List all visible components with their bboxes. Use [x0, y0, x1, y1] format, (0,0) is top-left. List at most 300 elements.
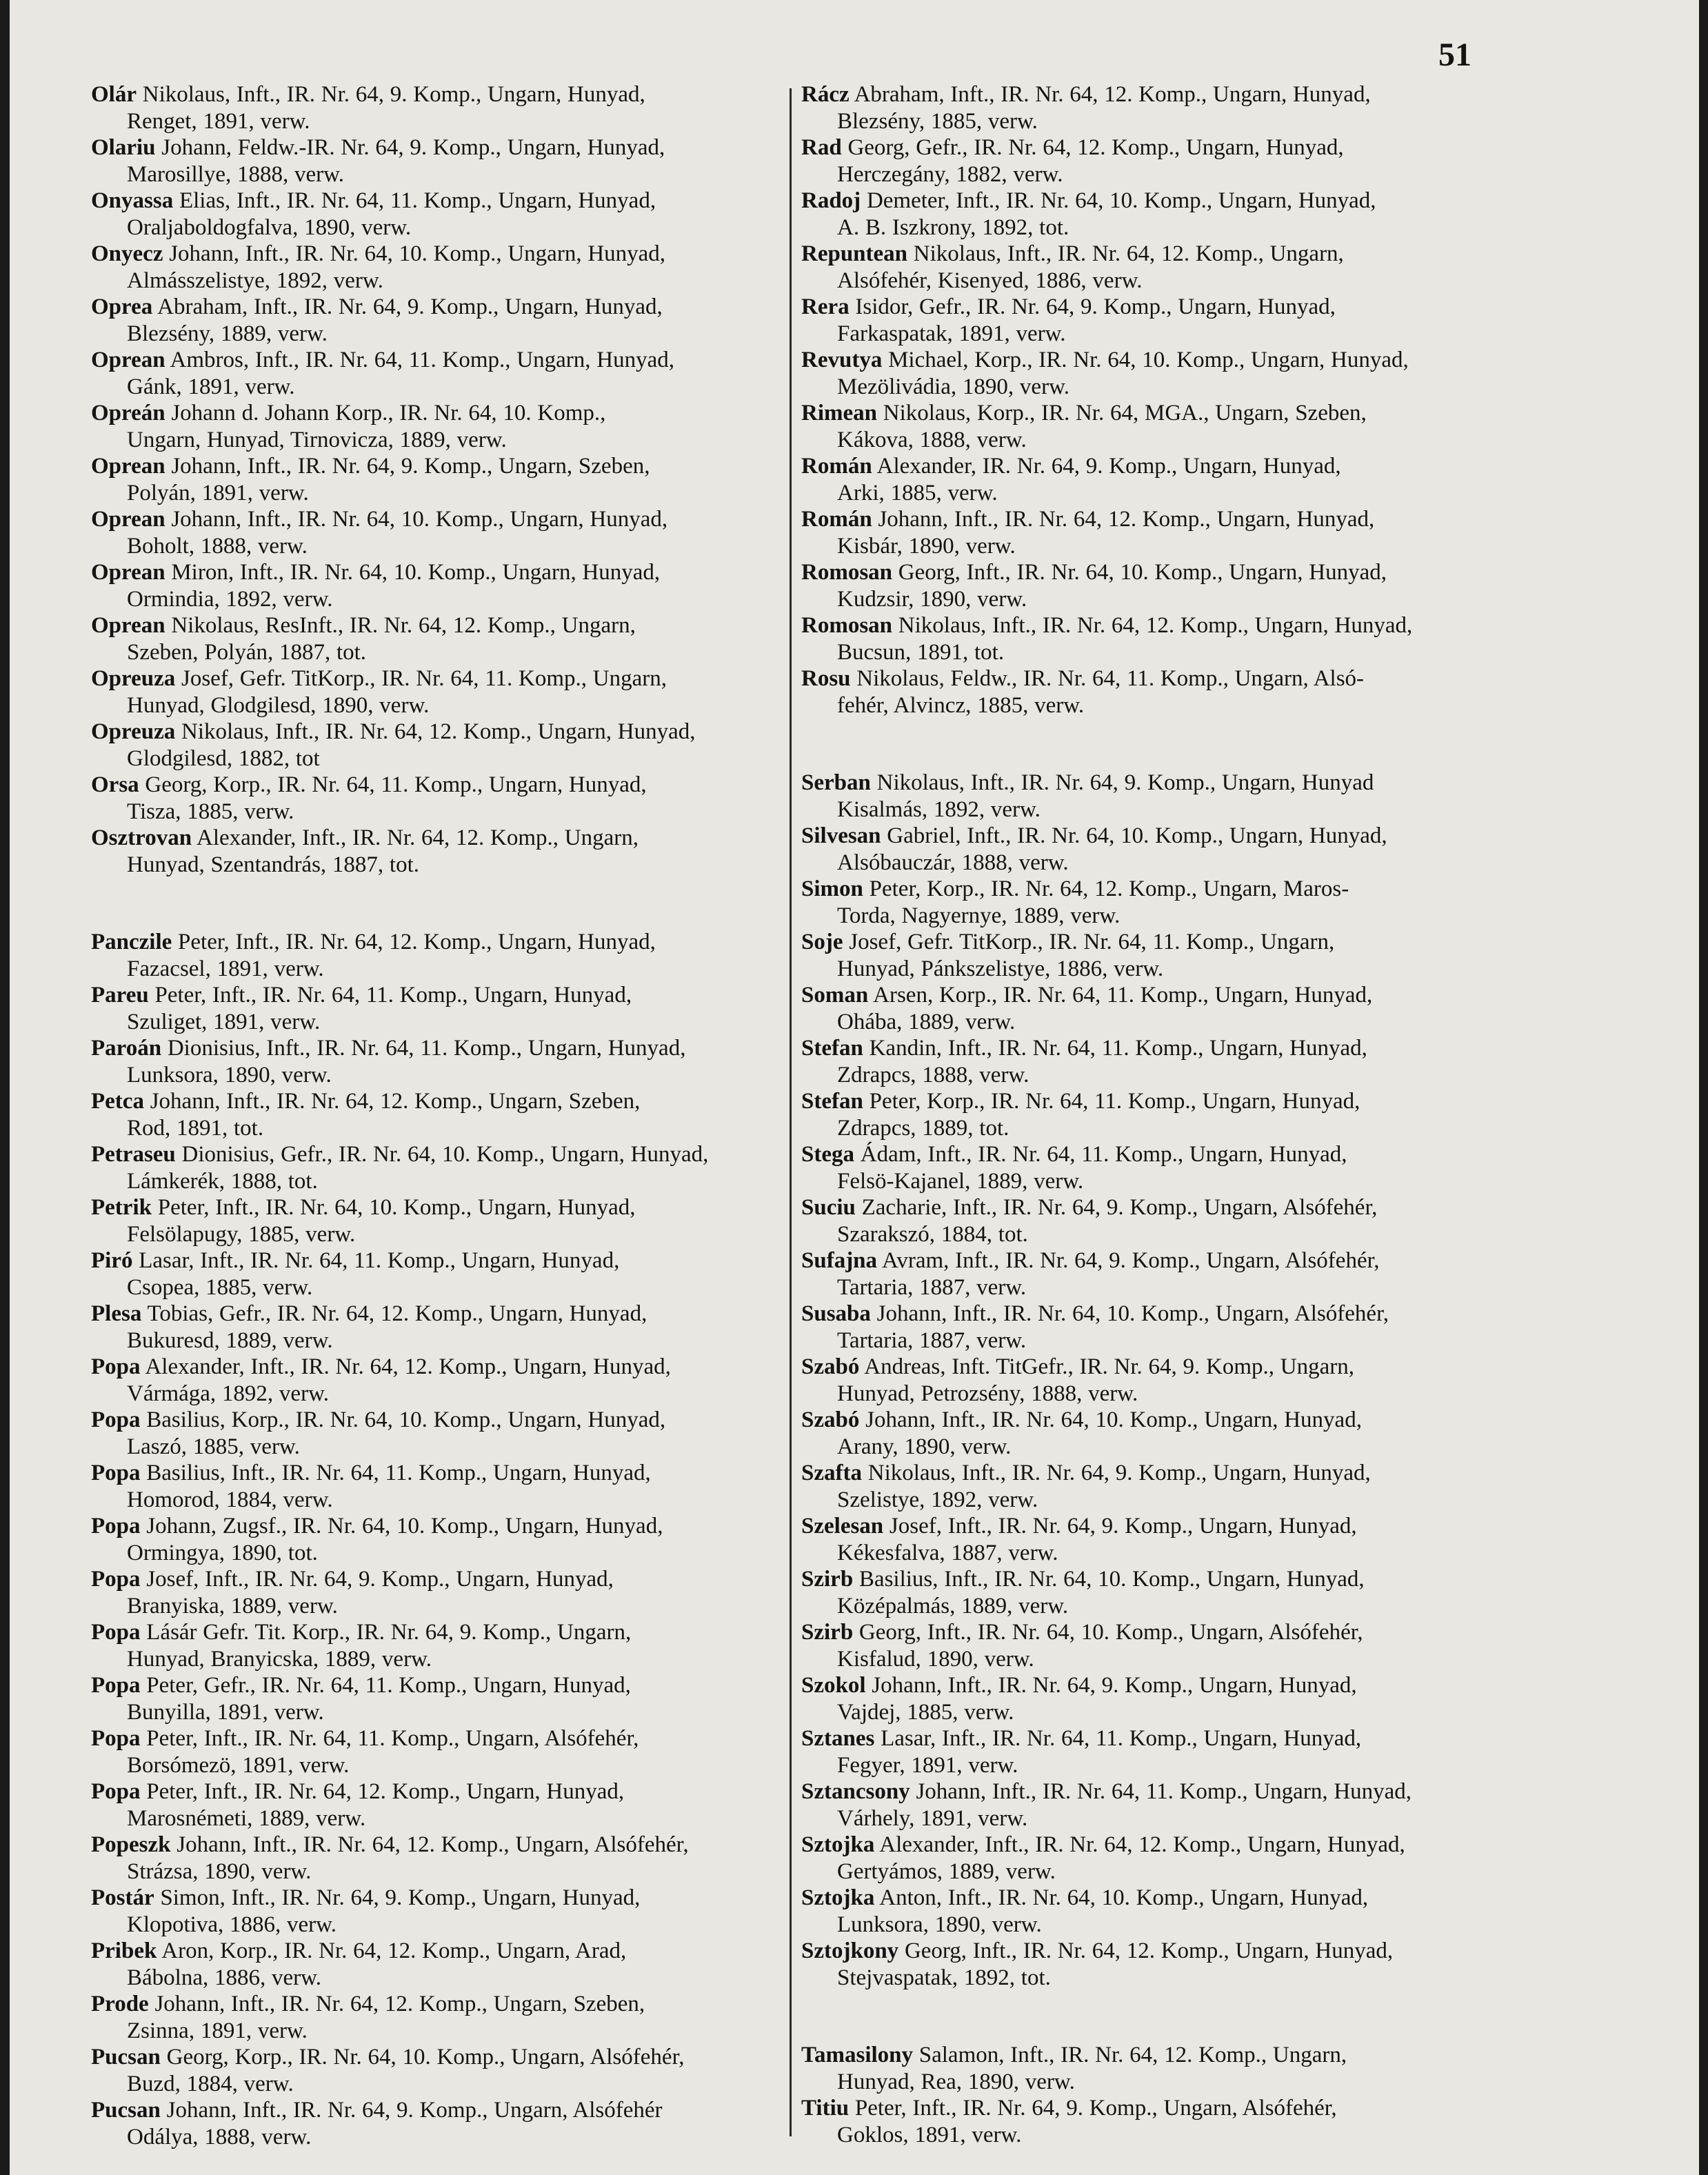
entry-surname: Popa — [91, 1779, 141, 1804]
entry-details: Peter, Inft., IR. Nr. 64, 9. Komp., Ungarn, Alsófehér, — [854, 2096, 1337, 2121]
entry-continuation: Glodgilesd, 1882, tot — [127, 745, 320, 771]
entry-first-line — [801, 823, 1491, 850]
list-item — [801, 1513, 1491, 1566]
entry-first-line — [91, 1672, 781, 1699]
entry-surname: Repuntean — [801, 241, 908, 266]
entry-surname: Prode — [91, 1992, 149, 2016]
entry-continuation: Alsófehér, Kisenyed, 1886, verw. — [837, 268, 1143, 293]
entry-continuation: Kudzsir, 1890, verw. — [837, 586, 1027, 612]
entry-first-line — [801, 2095, 1491, 2122]
entry-first-line — [801, 188, 1491, 214]
entry-details: Basilius, Inft., IR. Nr. 64, 11. Komp., Ungarn, Hunyad, — [146, 1461, 651, 1485]
entry-details: Johann, Inft., IR. Nr. 64, 12. Komp., Ungarn, Szeben, — [150, 1089, 641, 1114]
entry-first-line — [801, 1885, 1491, 1912]
entry-surname: Popa — [91, 1673, 141, 1698]
list-item — [801, 241, 1491, 294]
entry-details: Johann, Inft., IR. Nr. 64, 10. Komp., Ungarn, Hunyad, — [169, 241, 666, 266]
entry-surname: Simon — [801, 876, 863, 901]
entry-details: Johann, Inft., IR. Nr. 64, 9. Komp., Ungarn, Szeben, — [171, 454, 650, 479]
list-item — [801, 1460, 1491, 1513]
list-item — [801, 1672, 1491, 1725]
entry-first-line — [801, 2042, 1491, 2069]
entry-details: Michael, Korp., IR. Nr. 64, 10. Komp., Ungarn, Hunyad, — [888, 348, 1409, 372]
entry-continuation: Hunyad, Glodgilesd, 1890, verw. — [127, 692, 430, 718]
entry-group-p — [91, 929, 781, 2150]
list-item — [801, 1247, 1491, 1301]
list-item — [801, 982, 1491, 1035]
entry-first-line — [91, 294, 781, 321]
entry-continuation: Felsölapugy, 1885, verw. — [127, 1221, 356, 1247]
entry-surname: Sztojkony — [801, 1938, 899, 1963]
entry-first-line — [91, 1991, 781, 2018]
entry-details: Alexander, Inft., IR. Nr. 64, 12. Komp., Ungarn, Hunyad, — [879, 1832, 1405, 1857]
entry-surname: Romosan — [801, 560, 893, 585]
entry-first-line — [91, 1832, 781, 1858]
entry-first-line — [801, 1301, 1491, 1327]
entry-first-line — [801, 1354, 1491, 1381]
entry-details: Dionisius, Inft., IR. Nr. 64, 11. Komp., Ungarn, Hunyad, — [167, 1036, 686, 1061]
entry-surname: Pucsan — [91, 2045, 161, 2069]
entry-continuation: Szarakszó, 1884, tot. — [837, 1221, 1028, 1247]
entry-first-line — [91, 2097, 781, 2124]
entry-first-line — [801, 1938, 1491, 1965]
group-gap — [91, 878, 781, 929]
entry-first-line — [801, 400, 1491, 427]
list-item — [801, 1088, 1491, 1141]
list-item — [801, 1407, 1491, 1460]
entry-details: Nikolaus, Korp., IR. Nr. 64, MGA., Ungarn, Szeben, — [883, 401, 1367, 425]
entry-continuation: Blezsény, 1885, verw. — [837, 108, 1038, 134]
entry-first-line — [91, 1354, 781, 1381]
list-item — [91, 1832, 781, 1885]
entry-surname: Popa — [91, 1620, 141, 1645]
list-item — [91, 665, 781, 719]
entry-continuation: Arany, 1890, verw. — [837, 1434, 1012, 1459]
entry-surname: Sztancsony — [801, 1779, 910, 1804]
entry-details: Peter, Inft., IR. Nr. 64, 12. Komp., Ungarn, Hunyad, — [146, 1779, 625, 1804]
entry-first-line — [801, 1566, 1491, 1593]
entry-continuation: Felsö-Kajanel, 1889, verw. — [837, 1168, 1084, 1194]
entry-surname: Petraseu — [91, 1142, 176, 1167]
entry-surname: Stefan — [801, 1036, 863, 1061]
entry-first-line — [91, 719, 781, 745]
entry-first-line — [91, 453, 781, 480]
entry-continuation: Klopotiva, 1886, verw. — [127, 1912, 337, 1937]
entry-surname: Sztojka — [801, 1885, 875, 1910]
entry-details: Johann, Inft., IR. Nr. 64, 12. Komp., Ungarn, Hunyad, — [878, 507, 1375, 532]
entry-continuation: Marosillye, 1888, verw. — [127, 161, 345, 187]
entry-group-t — [801, 2042, 1491, 2148]
list-item — [91, 1725, 781, 1778]
entry-continuation: Blezsény, 1889, verw. — [127, 321, 328, 346]
entry-continuation: Odálya, 1888, verw. — [127, 2124, 312, 2149]
list-item — [91, 1035, 781, 1088]
list-item — [91, 134, 781, 188]
list-item — [801, 929, 1491, 982]
entry-surname: Szirb — [801, 1567, 854, 1592]
entry-continuation: Farkaspatak, 1891, verw. — [837, 321, 1066, 346]
list-item — [91, 929, 781, 982]
entry-first-line — [801, 612, 1491, 639]
entry-surname: Sztanes — [801, 1726, 875, 1751]
entry-details: Avram, Inft., IR. Nr. 64, 9. Komp., Ungarn, Alsófehér, — [881, 1248, 1380, 1273]
entry-surname: Oprean — [91, 613, 165, 638]
entry-continuation: Herczegány, 1882, verw. — [837, 161, 1063, 187]
entry-surname: Tamasilony — [801, 2043, 914, 2067]
entry-first-line — [91, 1619, 781, 1646]
entry-continuation: Vármága, 1892, verw. — [127, 1381, 330, 1406]
entry-surname: Rosu — [801, 666, 851, 691]
list-item — [801, 188, 1491, 241]
list-item — [91, 1460, 781, 1513]
list-item — [91, 1778, 781, 1832]
list-item — [91, 1513, 781, 1566]
entry-details: Johann, Zugsf., IR. Nr. 64, 10. Komp., Ungarn, Hunyad, — [146, 1514, 663, 1538]
entry-continuation: Homorod, 1884, verw. — [127, 1487, 333, 1512]
entry-surname: Petrik — [91, 1195, 152, 1220]
entry-continuation: Középalmás, 1889, verw. — [837, 1593, 1069, 1618]
entry-surname: Serban — [801, 770, 871, 795]
entry-first-line — [801, 347, 1491, 374]
list-item — [801, 294, 1491, 347]
entry-continuation: Torda, Nagyernye, 1889, verw. — [837, 903, 1121, 928]
entry-surname: Rera — [801, 294, 850, 319]
entry-details: Johann, Feldw.-IR. Nr. 64, 9. Komp., Ungarn, Hunyad, — [161, 135, 665, 160]
list-item — [91, 825, 781, 878]
entry-continuation: Várhely, 1891, verw. — [837, 1805, 1028, 1831]
entry-details: Georg, Inft., IR. Nr. 64, 10. Komp., Ungarn, Hunyad, — [898, 560, 1387, 585]
entry-first-line — [801, 982, 1491, 1009]
entry-continuation: Almásszelistye, 1892, verw. — [127, 268, 383, 293]
list-item — [91, 1301, 781, 1354]
entry-details: Abraham, Inft., IR. Nr. 64, 12. Komp., Ungarn, Hunyad, — [854, 82, 1371, 107]
entry-continuation: Fazacsel, 1891, verw. — [127, 956, 324, 981]
entry-surname: Popa — [91, 1461, 141, 1485]
list-item — [801, 2095, 1491, 2148]
entry-continuation: A. B. Iszkrony, 1892, tot. — [837, 214, 1069, 240]
entry-continuation: Vajdej, 1885, verw. — [837, 1699, 1014, 1725]
right-column — [801, 81, 1491, 2148]
list-item — [91, 1672, 781, 1725]
entry-continuation: Zdrapcs, 1889, tot. — [837, 1115, 1009, 1141]
entry-details: Basilius, Inft., IR. Nr. 64, 10. Komp., Ungarn, Hunyad, — [858, 1567, 1365, 1592]
list-item — [801, 1938, 1491, 1991]
entry-surname: Romosan — [801, 613, 893, 638]
entry-details: Lásár Gefr. Tit. Korp., IR. Nr. 64, 9. Komp., Ungarn, — [146, 1620, 632, 1645]
entry-continuation: Laszó, 1885, verw. — [127, 1434, 300, 1459]
entry-continuation: Hunyad, Szentandrás, 1887, tot. — [127, 852, 420, 877]
entry-surname: Opreuza — [91, 719, 176, 744]
entry-surname: Szirb — [801, 1620, 854, 1645]
entry-first-line — [801, 1194, 1491, 1221]
entry-details: Johann, Inft., IR. Nr. 64, 10. Komp., Ungarn, Alsófehér, — [876, 1301, 1389, 1326]
entry-details: Peter, Gefr., IR. Nr. 64, 11. Komp., Ungarn, Hunyad, — [146, 1673, 631, 1698]
entry-first-line — [801, 929, 1491, 956]
entry-details: Demeter, Inft., IR. Nr. 64, 10. Komp., Ungarn, Hunyad, — [866, 188, 1376, 213]
entry-continuation: Polyán, 1891, verw. — [127, 480, 309, 505]
list-item — [91, 982, 781, 1035]
entry-continuation: Gertyámos, 1889, verw. — [837, 1858, 1056, 1884]
entry-details: Josef, Inft., IR. Nr. 64, 9. Komp., Ungarn, Hunyad, — [889, 1514, 1357, 1538]
entry-details: Johann, Inft., IR. Nr. 64, 9. Komp., Ungarn, Alsófehér — [166, 2098, 663, 2123]
entry-first-line — [801, 1725, 1491, 1752]
entry-details: Tobias, Gefr., IR. Nr. 64, 12. Komp., Ungarn, Hunyad, — [147, 1301, 647, 1326]
entry-surname: Szabó — [801, 1354, 860, 1379]
entry-continuation: Ungarn, Hunyad, Tirnovicza, 1889, verw. — [127, 427, 507, 452]
list-item — [91, 1354, 781, 1407]
entry-surname: Román — [801, 507, 872, 532]
entry-details: Johann, Inft., IR. Nr. 64, 10. Komp., Ungarn, Hunyad, — [171, 507, 668, 532]
entry-details: Alexander, IR. Nr. 64, 9. Komp., Ungarn, Hunyad, — [876, 454, 1341, 479]
entry-details: Peter, Inft., IR. Nr. 64, 12. Komp., Ungarn, Hunyad, — [178, 930, 656, 954]
entry-surname: Stega — [801, 1142, 854, 1167]
entry-surname: Popeszk — [91, 1832, 171, 1857]
list-item — [91, 719, 781, 772]
entry-first-line — [801, 1513, 1491, 1540]
list-item — [91, 188, 781, 241]
entry-details: Nikolaus, Inft., IR. Nr. 64, 9. Komp., Ungarn, Hunyad, — [867, 1461, 1371, 1485]
entry-continuation: Kisfalud, 1890, verw. — [837, 1646, 1034, 1672]
entry-details: Alexander, Inft., IR. Nr. 64, 12. Komp., Ungarn, — [197, 825, 639, 850]
entry-first-line — [91, 347, 781, 374]
list-item — [801, 1619, 1491, 1672]
entry-first-line — [91, 1301, 781, 1327]
entry-first-line — [91, 1194, 781, 1221]
list-item — [801, 665, 1491, 719]
entry-surname: Opreán — [91, 401, 165, 425]
list-item — [91, 612, 781, 665]
entry-continuation: Hunyad, Rea, 1890, verw. — [837, 2069, 1075, 2094]
entry-continuation: Mezölivádia, 1890, verw. — [837, 374, 1070, 399]
entry-details: Gabriel, Inft., IR. Nr. 64, 10. Komp., Ungarn, Hunyad, — [887, 823, 1387, 848]
entry-continuation: Bucsun, 1891, tot. — [837, 639, 1005, 665]
entry-first-line — [91, 1513, 781, 1540]
entry-continuation: Goklos, 1891, verw. — [837, 2122, 1022, 2147]
entry-surname: Opreuza — [91, 666, 176, 691]
entry-details: Nikolaus, Inft., IR. Nr. 64, 9. Komp., Ungarn, Hunyad, — [142, 82, 645, 107]
entry-surname: Olariu — [91, 135, 156, 160]
entry-first-line — [91, 81, 781, 108]
entry-details: Lasar, Inft., IR. Nr. 64, 11. Komp., Ungarn, Hunyad, — [881, 1726, 1362, 1751]
entry-details: Peter, Inft., IR. Nr. 64, 11. Komp., Ungarn, Alsófehér, — [146, 1726, 639, 1751]
entry-details: Ádam, Inft., IR. Nr. 64, 11. Komp., Ungarn, Hunyad, — [860, 1142, 1347, 1167]
entry-surname: Petca — [91, 1089, 144, 1114]
list-item — [801, 1778, 1491, 1832]
column-divider — [790, 88, 792, 2136]
entry-first-line — [801, 876, 1491, 903]
entry-details: Johann, Inft., IR. Nr. 64, 11. Komp., Ungarn, Hunyad, — [916, 1779, 1412, 1804]
entry-first-line — [91, 559, 781, 586]
entry-surname: Popa — [91, 1726, 141, 1751]
entry-continuation: Tartaria, 1887, verw. — [837, 1327, 1027, 1353]
entry-details: Ambros, Inft., IR. Nr. 64, 11. Komp., Ungarn, Hunyad, — [170, 348, 674, 372]
entry-surname: Onyecz — [91, 241, 163, 266]
entry-details: Georg, Korp., IR. Nr. 64, 11. Komp., Ungarn, Hunyad, — [145, 772, 647, 797]
entry-first-line — [91, 2044, 781, 2071]
entry-surname: Osztrovan — [91, 825, 192, 850]
list-item — [91, 1141, 781, 1194]
entry-continuation: Buzd, 1884, verw. — [127, 2071, 294, 2096]
entry-surname: Pribek — [91, 1938, 157, 1963]
entry-continuation: Hunyad, Petrozsény, 1888, verw. — [837, 1381, 1138, 1406]
entry-first-line — [91, 1566, 781, 1593]
list-item — [91, 400, 781, 453]
list-item — [91, 2044, 781, 2097]
entry-details: Aron, Korp., IR. Nr. 64, 12. Komp., Ungarn, Arad, — [161, 1938, 627, 1963]
entry-details: Johann d. Johann Korp., IR. Nr. 64, 10. Komp., — [171, 401, 606, 425]
list-item — [801, 876, 1491, 929]
entry-surname: Postár — [91, 1885, 154, 1910]
entry-surname: Soman — [801, 983, 869, 1008]
list-item — [801, 1141, 1491, 1194]
entry-surname: Román — [801, 454, 872, 479]
entry-details: Nikolaus, Inft., IR. Nr. 64, 12. Komp., Ungarn, Hunyad, — [898, 613, 1413, 638]
entry-details: Nikolaus, Inft., IR. Nr. 64, 9. Komp., Ungarn, Hunyad — [876, 770, 1374, 795]
entry-first-line — [91, 1088, 781, 1115]
entry-details: Lasar, Inft., IR. Nr. 64, 11. Komp., Ungarn, Hunyad, — [139, 1248, 620, 1273]
entry-details: Dionisius, Gefr., IR. Nr. 64, 10. Komp., Ungarn, Hunyad, — [181, 1142, 709, 1167]
entry-first-line — [801, 1672, 1491, 1699]
entry-continuation: Bábolna, 1886, verw. — [127, 1965, 322, 1990]
entry-surname: Rad — [801, 135, 842, 160]
entry-first-line — [801, 1619, 1491, 1646]
entry-surname: Revutya — [801, 348, 883, 372]
list-item — [91, 241, 781, 294]
entry-continuation: fehér, Alvincz, 1885, verw. — [837, 692, 1085, 718]
list-item — [801, 1832, 1491, 1885]
entry-group-r — [801, 81, 1491, 719]
entry-first-line — [91, 241, 781, 268]
entry-surname: Oprean — [91, 348, 165, 372]
entry-details: Josef, Gefr. TitKorp., IR. Nr. 64, 11. Komp., Ungarn, — [181, 666, 667, 691]
entry-surname: Szokol — [801, 1673, 866, 1698]
entry-first-line — [91, 1885, 781, 1912]
list-item — [801, 612, 1491, 665]
entry-surname: Szabó — [801, 1407, 860, 1432]
entry-surname: Pucsan — [91, 2098, 161, 2123]
entry-first-line — [91, 188, 781, 214]
list-item — [91, 506, 781, 559]
entry-continuation: Ormingya, 1890, tot. — [127, 1540, 318, 1565]
entry-continuation: Rod, 1891, tot. — [127, 1115, 264, 1141]
entry-first-line — [801, 453, 1491, 480]
list-item — [801, 1725, 1491, 1778]
entry-surname: Soje — [801, 930, 843, 954]
document-page — [10, 0, 1699, 2175]
entry-first-line — [801, 1778, 1491, 1805]
entry-details: Kandin, Inft., IR. Nr. 64, 11. Komp., Ungarn, Hunyad, — [869, 1036, 1367, 1061]
entry-first-line — [801, 1407, 1491, 1434]
list-item — [91, 294, 781, 347]
entry-first-line — [801, 1460, 1491, 1487]
entry-surname: Stefan — [801, 1089, 863, 1114]
entry-continuation: Marosnémeti, 1889, verw. — [127, 1805, 366, 1831]
page-number: 51 — [1438, 37, 1471, 73]
entry-surname: Piró — [91, 1248, 133, 1273]
entry-surname: Oprea — [91, 294, 153, 319]
entry-surname: Orsa — [91, 772, 139, 797]
entry-surname: Popa — [91, 1407, 141, 1432]
entry-surname: Oprean — [91, 454, 165, 479]
entry-details: Peter, Korp., IR. Nr. 64, 11. Komp., Ungarn, Hunyad, — [869, 1089, 1360, 1114]
entry-continuation: Csopea, 1885, verw. — [127, 1274, 313, 1300]
entry-continuation: Alsóbauczár, 1888, verw. — [837, 850, 1069, 875]
entry-surname: Plesa — [91, 1301, 142, 1326]
entry-first-line — [801, 1088, 1491, 1115]
entry-surname: Suciu — [801, 1195, 856, 1220]
entry-continuation: Zdrapcs, 1888, verw. — [837, 1062, 1029, 1088]
entry-first-line — [801, 294, 1491, 321]
entry-continuation: Zsinna, 1891, verw. — [127, 2018, 308, 2043]
entry-first-line — [801, 665, 1491, 692]
entry-continuation: Szelistye, 1892, verw. — [837, 1487, 1038, 1512]
list-item — [91, 1991, 781, 2044]
entry-first-line — [91, 506, 781, 533]
entry-first-line — [91, 1938, 781, 1965]
list-item — [91, 453, 781, 506]
entry-continuation: Hunyad, Branyicska, 1889, verw. — [127, 1646, 432, 1672]
list-item — [801, 81, 1491, 134]
entry-first-line — [801, 559, 1491, 586]
entry-first-line — [91, 1035, 781, 1062]
entry-details: Zacharie, Inft., IR. Nr. 64, 9. Komp., Ungarn, Alsófehér, — [861, 1195, 1378, 1220]
entry-details: Nikolaus, Inft., IR. Nr. 64, 12. Komp., Ungarn, — [913, 241, 1344, 266]
entry-details: Nikolaus, ResInft., IR. Nr. 64, 12. Komp., Ungarn, — [171, 613, 636, 638]
entry-surname: Pareu — [91, 983, 149, 1008]
entry-continuation: Oraljaboldogfalva, 1890, verw. — [127, 214, 412, 240]
entry-first-line — [801, 506, 1491, 533]
list-item — [801, 1354, 1491, 1407]
list-item — [801, 453, 1491, 506]
entry-details: Peter, Inft., IR. Nr. 64, 11. Komp., Ungarn, Hunyad, — [154, 983, 632, 1008]
entry-continuation: Tartaria, 1887, verw. — [837, 1274, 1027, 1300]
group-gap — [801, 719, 1491, 770]
entry-details: Anton, Inft., IR. Nr. 64, 10. Komp., Ungarn, Hunyad, — [879, 1885, 1369, 1910]
entry-continuation: Strázsa, 1890, verw. — [127, 1858, 312, 1884]
entry-first-line — [91, 134, 781, 161]
list-item — [801, 1194, 1491, 1247]
entry-first-line — [801, 81, 1491, 108]
entry-first-line — [801, 134, 1491, 161]
entry-surname: Szafta — [801, 1461, 862, 1485]
entry-surname: Rimean — [801, 401, 877, 425]
entry-details: Simon, Inft., IR. Nr. 64, 9. Komp., Ungarn, Hunyad, — [160, 1885, 641, 1910]
list-item — [91, 1088, 781, 1141]
entry-surname: Panczile — [91, 930, 172, 954]
entry-continuation: Boholt, 1888, verw. — [127, 533, 308, 559]
entry-first-line — [91, 929, 781, 956]
list-item — [801, 1301, 1491, 1354]
entry-group-s — [801, 770, 1491, 1991]
entry-first-line — [91, 665, 781, 692]
entry-continuation: Fegyer, 1891, verw. — [837, 1752, 1018, 1778]
entry-first-line — [801, 1247, 1491, 1274]
entry-details: Georg, Inft., IR. Nr. 64, 12. Komp., Ungarn, Hunyad, — [904, 1938, 1394, 1963]
group-gap — [801, 1991, 1491, 2042]
list-item — [91, 1938, 781, 1991]
entry-first-line — [91, 1247, 781, 1274]
entry-surname: Silvesan — [801, 823, 881, 848]
entry-continuation: Lunksora, 1890, verw. — [127, 1062, 332, 1088]
list-item — [801, 1035, 1491, 1088]
list-item — [801, 559, 1491, 612]
entry-first-line — [91, 1778, 781, 1805]
entry-details: Andreas, Inft. TitGefr., IR. Nr. 64, 9. Komp., Ungarn, — [864, 1354, 1354, 1379]
entry-first-line — [91, 1407, 781, 1434]
entry-continuation: Bukuresd, 1889, verw. — [127, 1327, 333, 1353]
entry-first-line — [801, 1035, 1491, 1062]
list-item — [801, 2042, 1491, 2095]
